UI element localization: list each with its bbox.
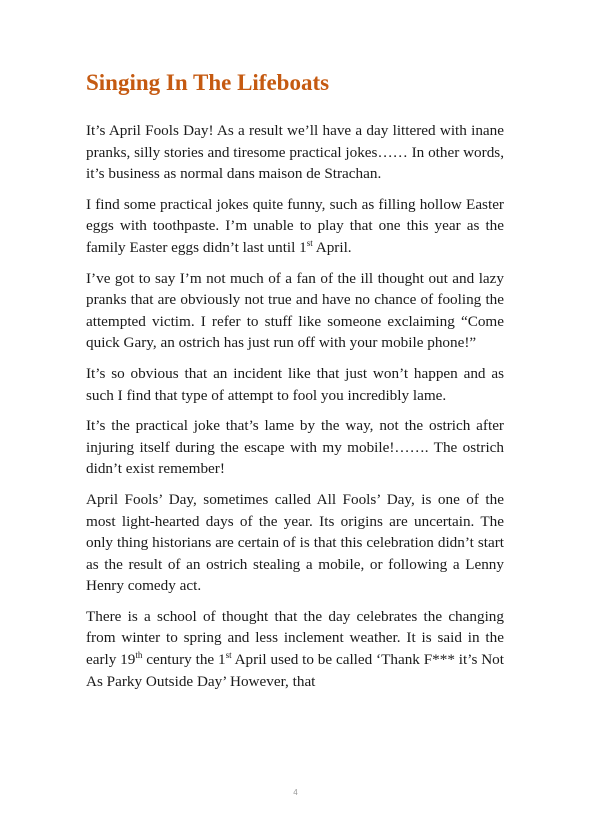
paragraph-1: It’s April Fools Day! As a result we’ll have a day littered with inane pranks, silly stories and tiresome practical jokes…… In other words, it’s business as normal dans maison de Strachan. [86, 122, 504, 183]
paragraph-2-text-end: April. [312, 238, 352, 256]
paragraph-7-text-mid: century the 1 [142, 651, 226, 669]
paragraph-4: It’s so obvious that an incident like that just won’t happen and as such I find that type of attempt to fool you incredibly lame. [86, 364, 504, 404]
paragraph-7-text: There is a school of thought that the day celebrates the changing from winter to spring and less inclement weather. It is said in the early 19 [86, 607, 504, 669]
paragraph-7 [86, 606, 504, 692]
paragraph-6: April Fools’ Day, sometimes called All Fools’ Day, is one of the most light-hearted days of the year. Its origins are uncertain. The only thing historians are certain of is that this celebration didn’t start as the result of an ostrich stealing a mobile, or following a Lenny Henry comedy act. [86, 490, 504, 595]
paragraph-2-text: I find some practical jokes quite funny, such as filling hollow Easter eggs with toothpaste. I’m unable to play that one this year as the family Easter eggs didn’t last until 1 [86, 195, 504, 256]
paragraph-3: I’ve got to say I’m not much of a fan of the ill thought out and lazy pranks that are obviously not true and have no chance of fooling the attempted victim. I refer to stuff like someone exclaiming “Come quick Gary, an ostrich has just run off with your mobile phone!” [86, 269, 504, 352]
body-text [86, 120, 504, 701]
paragraph-5: It’s the practical joke that’s lame by the way, not the ostrich after injuring itself during the escape with my mobile!……. The ostrich didn’t exist remember! [86, 417, 504, 478]
ordinal-suffix: th [135, 650, 143, 661]
paragraph-7-text-end: April used to be called ‘Thank F*** it’s Not As Parky Outside Day’ However, that [86, 651, 504, 690]
paragraph-2 [86, 194, 504, 259]
page-number: 4 [293, 788, 298, 797]
chapter-title: Singing In The Lifeboats [86, 70, 330, 95]
ordinal-suffix: st [306, 237, 313, 248]
ordinal-suffix: st [225, 650, 232, 661]
